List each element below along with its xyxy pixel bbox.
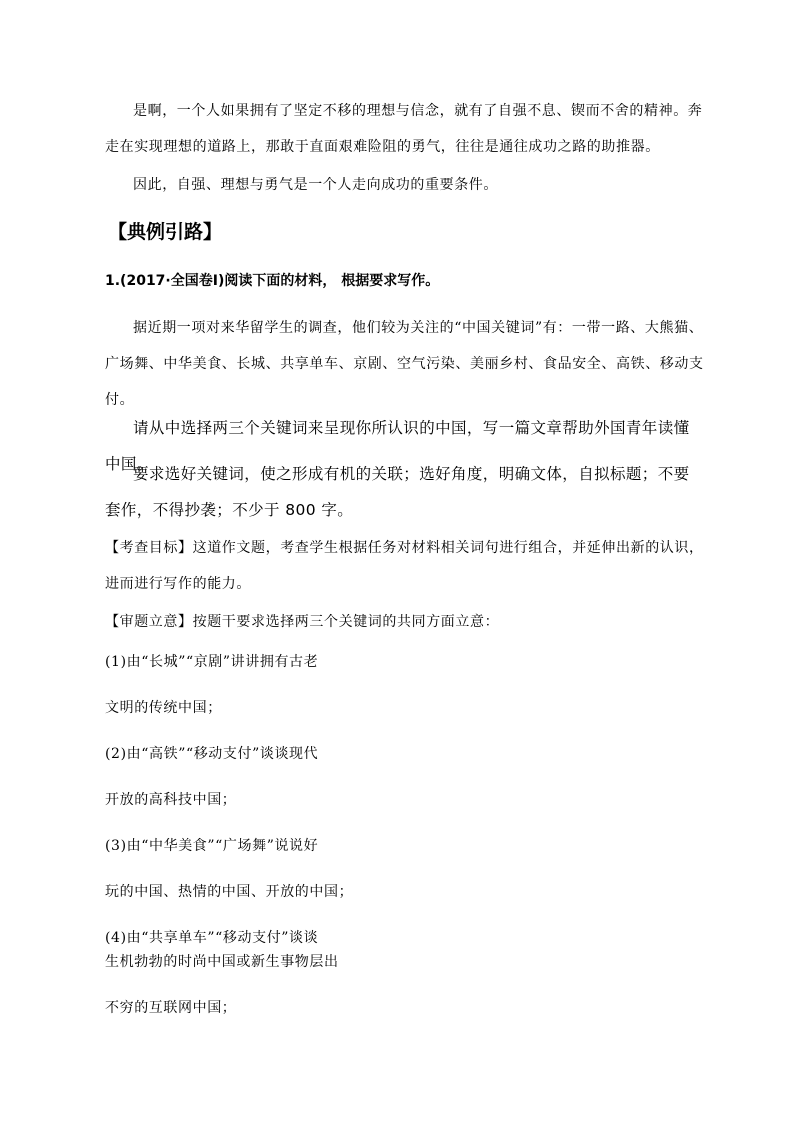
question-title: 1.(2017·全国卷Ⅰ)阅读下面的材料， 根据要求写作。: [105, 273, 440, 289]
idea-line: 开放的高科技中国；: [105, 792, 237, 808]
idea-line: (3)由“中华美食”“广场舞”说说好: [105, 838, 319, 854]
idea-text: 按题干要求选择两三个关键词的共同方面立意：: [192, 614, 500, 630]
idea-line: (4)由“共享单车”“移动支付”谈谈: [105, 930, 319, 946]
idea-line: 生机勃勃的时尚中国或新生事物层出: [105, 954, 339, 970]
idea-line: (1)由“长城”“京剧”讲讲拥有古老: [105, 654, 319, 670]
question-material: 据近期一项对来华留学生的调查，他们较为关注的“中国关键词”有：一带一路、大熊猫、广场舞、中华美食、长城、共享单车、京剧、空气污染、美丽乡村、食品安全、高铁、移动支付。: [105, 320, 704, 408]
idea-tag: 【审题立意】: [105, 614, 193, 630]
analysis-idea: [105, 604, 705, 640]
section-heading: 【典例引路】: [108, 221, 223, 243]
idea-line: 文明的传统中国；: [105, 700, 222, 716]
idea-line: 不穷的互联网中国；: [105, 1000, 237, 1016]
idea-line: (2)由“高铁”“移动支付”谈谈现代: [105, 746, 319, 762]
question-requirement: 要求选好关键词，使之形成有机的关联；选好角度，明确文体，自拟标题；不要套作，不得抄袭；不少于 800 字。: [105, 465, 690, 519]
question-instruction: 请从中选择两三个关键词来呈现你所认识的中国，写一篇文章帮助外国青年读懂中国。: [105, 419, 690, 473]
goal-text: 这道作文题，考查学生根据任务对材料相关词句进行组合，并延伸出新的认识，进而进行写作的能力。: [105, 540, 704, 592]
analysis-goal: [105, 530, 705, 602]
intro-paragraph-2: 因此，自强、理想与勇气是一个人走向成功的重要条件。: [133, 177, 498, 193]
goal-tag: 【考查目标】: [105, 540, 193, 556]
intro-paragraph-1: 是啊，一个人如果拥有了坚定不移的理想与信念，就有了自强不息、锲而不舍的精神。奔走在实现理想的道路上，那敢于直面艰难险阻的勇气，往往是通往成功之路的助推器。: [105, 103, 703, 155]
idea-line: 玩的中国、热情的中国、开放的中国；: [105, 884, 354, 900]
